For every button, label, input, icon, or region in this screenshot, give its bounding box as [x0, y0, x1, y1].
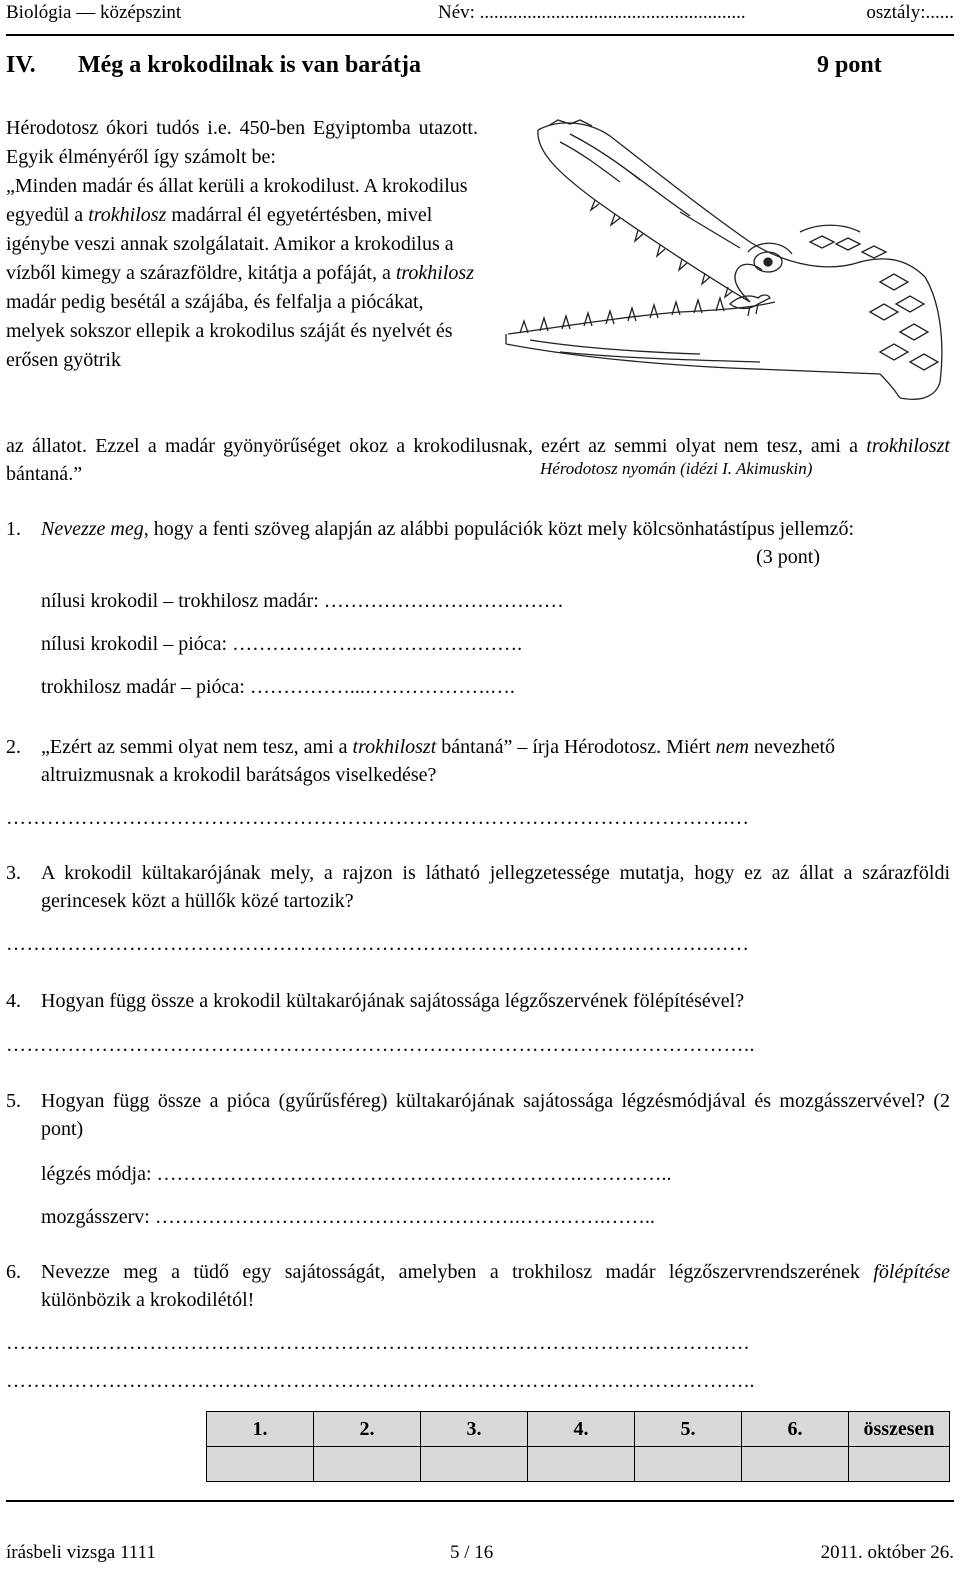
- question-text: A krokodil kültakarójának mely, a rajzon is látható jellegzetessége mutatja, hogy ez az állat a szárazföldi gerincesek közt a hüllők közé tartozik?: [41, 862, 950, 912]
- answer-line[interactable]: ………………………………………………………………………………………………..: [6, 1034, 755, 1056]
- intro-italic-run: trokhiloszt: [866, 435, 950, 457]
- answer-line[interactable]: …………………………………………………………………………………………….…: [6, 807, 750, 829]
- answer-line[interactable]: ………………………………………………………………………………………………..: [6, 1370, 755, 1392]
- score-table-value-row: [207, 1447, 950, 1482]
- intro-italic-run: trokhilosz: [88, 204, 167, 226]
- question-number: 3.: [6, 862, 21, 884]
- question-number: 5.: [6, 1090, 21, 1112]
- section-title-text: Még a krokodilnak is van barátja: [78, 52, 421, 78]
- intro-paragraph-1: Hérodotosz ókori tudós i.e. 450-ben Egyiptomba utazott. Egyik élményéről így számolt be:: [6, 117, 478, 168]
- score-cell[interactable]: [635, 1447, 742, 1482]
- section-number: IV.: [6, 52, 36, 78]
- footer-date: 2011. október 26.: [820, 1542, 954, 1563]
- score-header-cell: 2.: [314, 1412, 421, 1447]
- score-header-cell-total: összesen: [849, 1412, 950, 1447]
- question-number: 2.: [6, 736, 21, 758]
- question-points: (3 pont): [756, 546, 820, 568]
- question-italic-run: nem: [715, 736, 749, 758]
- score-table-header-row: [207, 1412, 950, 1447]
- question-number: 4.: [6, 990, 21, 1012]
- citation: Hérodotosz nyomán (idézi I. Akimuskin): [540, 459, 813, 478]
- question-italic-run: trokhiloszt: [352, 736, 437, 758]
- question-2: [6, 733, 950, 789]
- question-text-run: bántaná” – írja Hérodotosz. Miért: [436, 736, 716, 758]
- section-title: [6, 52, 421, 79]
- page-footer: [6, 1542, 954, 1572]
- score-header-cell: 4.: [528, 1412, 635, 1447]
- answer-line-crocodile-leech[interactable]: nílusi krokodil – pióca: ……………….…………………….: [41, 633, 523, 655]
- intro-text-run: az állatot. Ezzel a madár gyönyörűséget okoz a krokodilusnak, ezért az semmi olyat nem tesz, ami a: [6, 435, 867, 457]
- question-text: [41, 733, 950, 789]
- question-text: [41, 515, 950, 543]
- score-table: [206, 1411, 950, 1482]
- question-text-run: Nevezze meg a tüdő egy sajátosságát, amelyben a trokhilosz madár légzőszervrendszerének: [41, 1261, 874, 1283]
- intro-text-run: bántaná.”: [6, 463, 83, 485]
- question-1: [6, 515, 950, 568]
- question-number: 6.: [6, 1261, 21, 1283]
- section-points: 9 pont: [817, 52, 882, 78]
- header-class-field: osztály:......: [866, 2, 954, 23]
- question-text-run: különbözik a krokodilétól!: [41, 1289, 255, 1311]
- answer-line-crocodile-bird[interactable]: nílusi krokodil – trokhilosz madár: ………………………………: [41, 590, 564, 612]
- answer-line-locomotion[interactable]: mozgásszerv: ……………………………………………….………….……..: [41, 1206, 655, 1228]
- crocodile-illustration: [500, 112, 948, 406]
- question-number: 1.: [6, 518, 21, 540]
- intro-text-run: madárral él egyetértésben, mivel igénybe veszi annak szolgálatait. Amikor a krokodilus a vízből kimegy a szárazföldre, kitátja a pofáját, a: [6, 204, 454, 284]
- score-header-cell: 3.: [421, 1412, 528, 1447]
- question-text: [41, 1258, 950, 1314]
- answer-line-breathing[interactable]: légzés módja: ……………………………………………………….…………..: [41, 1163, 672, 1185]
- question-3: [6, 859, 950, 915]
- footer-page-number: 5 / 16: [450, 1542, 494, 1563]
- score-header-cell: 6.: [742, 1412, 849, 1447]
- footer-rule: [6, 1500, 954, 1502]
- score-cell[interactable]: [421, 1447, 528, 1482]
- score-cell[interactable]: [528, 1447, 635, 1482]
- question-italic-run: fölépítése: [873, 1261, 950, 1283]
- score-header-cell: 1.: [207, 1412, 314, 1447]
- score-cell[interactable]: [314, 1447, 421, 1482]
- question-text: Hogyan függ össze a pióca (gyűrűsféreg) kültakarójának sajátossága légzésmódjával és mozgásszervével? (2 pont): [41, 1090, 950, 1140]
- question-text-run: „Ezért az semmi olyat nem tesz, ami a: [41, 736, 353, 758]
- score-cell[interactable]: [207, 1447, 314, 1482]
- intro-text-run: „Minden madár és állat kerüli a krokodilust. A krokodilus egyedül a: [6, 175, 468, 226]
- header-subject: Biológia — középszint: [6, 2, 182, 23]
- score-cell[interactable]: [742, 1447, 849, 1482]
- footer-exam: írásbeli vizsga 1111: [6, 1542, 156, 1563]
- intro-text: [6, 114, 478, 375]
- question-italic-run: Nevezze meg: [41, 518, 144, 540]
- question-text-run: , hogy a fenti szöveg alapján az alábbi populációk közt mely kölcsönhatástípus jellemző:: [143, 518, 855, 540]
- question-6: [6, 1258, 950, 1314]
- header-name-field: Név: ........................................................: [438, 2, 746, 23]
- question-text-run: nevezhető altruizmusnak a krokodil barátságos viselkedése?: [41, 736, 836, 786]
- intro-italic-run: trokhilosz: [395, 262, 474, 284]
- score-header-cell: 5.: [635, 1412, 742, 1447]
- score-cell-total[interactable]: [849, 1447, 950, 1482]
- header-rule: [6, 34, 954, 36]
- question-5: [6, 1087, 950, 1143]
- page-header: [6, 2, 954, 30]
- question-text: Hogyan függ össze a krokodil kültakarójának sajátossága légzőszervének fölépítésével?: [41, 990, 745, 1012]
- answer-line[interactable]: ………………………………………………………………………………………….……: [6, 933, 750, 955]
- intro-text-run: madár pedig besétál a szájába, és felfalja a piócákat, melyek sokszor ellepik a krokodilus száját és nyelvét és erősen gyötrik: [6, 291, 453, 371]
- question-4: [6, 987, 950, 1015]
- answer-line[interactable]: ……………………………………………………………………………………………….: [6, 1332, 750, 1354]
- intro-paragraph-2: [6, 172, 478, 375]
- answer-line-bird-leech[interactable]: trokhilosz madár – pióca: ……………...……………….….: [41, 676, 515, 698]
